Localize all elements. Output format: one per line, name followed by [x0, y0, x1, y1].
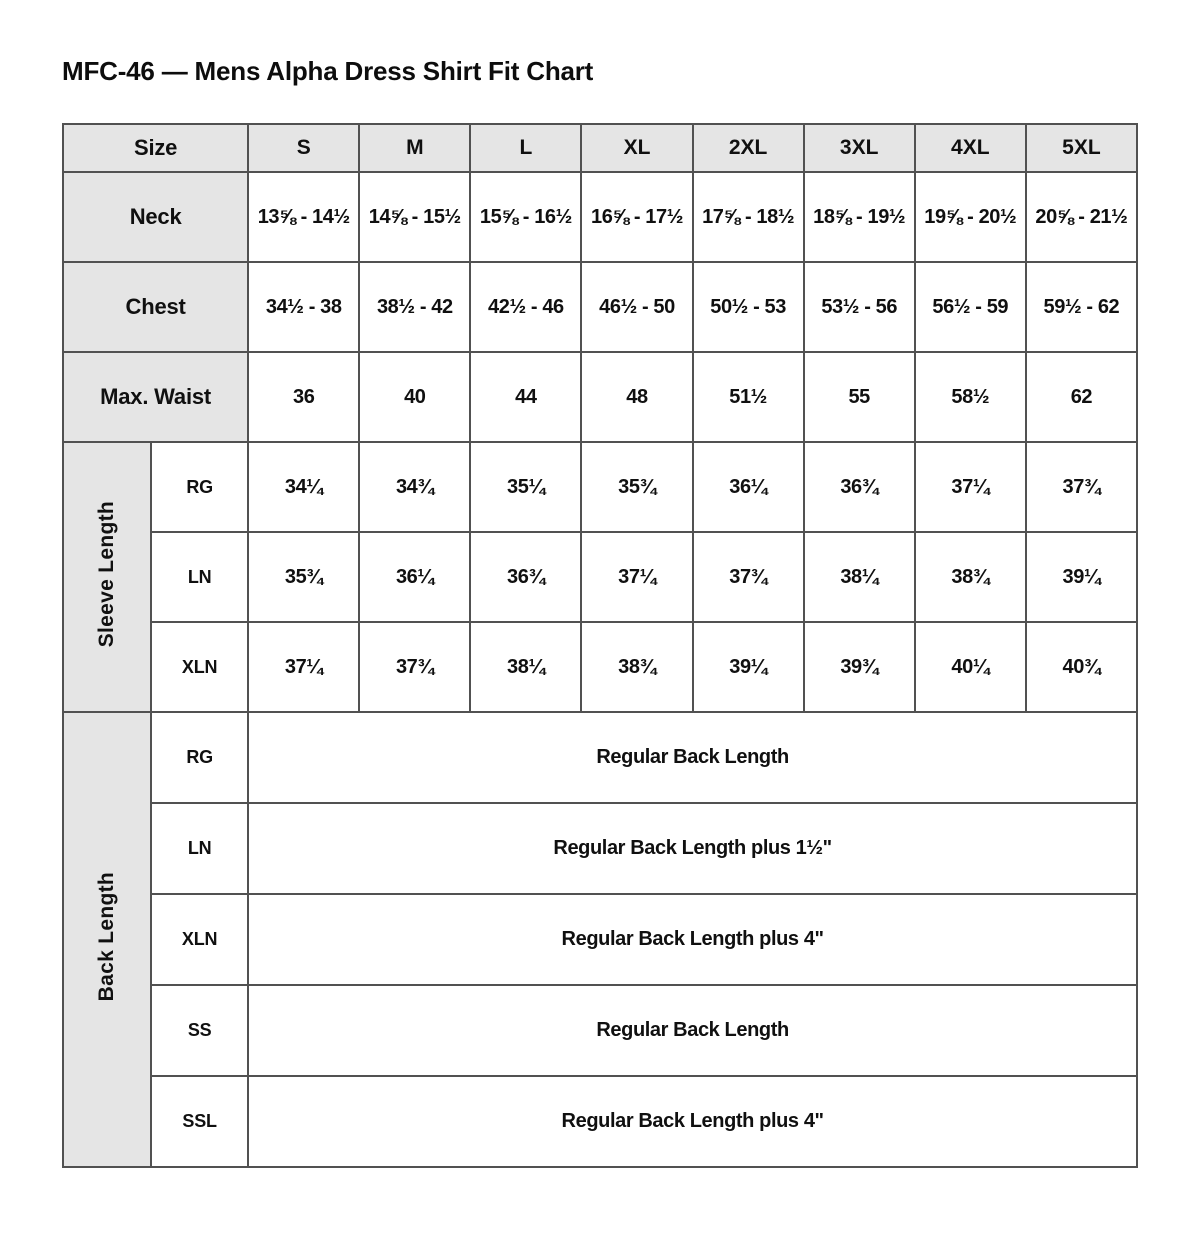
- sleeve-length-group-label: Sleeve Length: [95, 501, 119, 648]
- back-row-label-rg: RG: [151, 712, 248, 803]
- back-length-group-label: Back Length: [95, 872, 119, 1002]
- sleeve-rg-cell: 37¾: [1026, 442, 1137, 532]
- size-header-3xl: 3XL: [804, 124, 915, 172]
- row-label-chest: Chest: [63, 262, 248, 352]
- sleeve-ln-cell: 36¼: [359, 532, 470, 622]
- sleeve-rg-cell: 37¼: [915, 442, 1026, 532]
- sleeve-rg-cell: 36¾: [804, 442, 915, 532]
- back-rg-row: [63, 712, 1137, 803]
- back-row-label-ss: SS: [151, 985, 248, 1076]
- sleeve-rg-cell: 34¼: [248, 442, 359, 532]
- neck-cell: 19⅝ - 20½: [915, 172, 1026, 262]
- sleeve-xln-cell: 40¾: [1026, 622, 1137, 712]
- neck-cell: 20⅝ - 21½: [1026, 172, 1137, 262]
- size-header-l: L: [470, 124, 581, 172]
- sleeve-rg-row: [63, 442, 1137, 532]
- neck-cell: 13⅝ - 14½: [248, 172, 359, 262]
- sleeve-xln-cell: 38¾: [581, 622, 692, 712]
- chest-cell: 46½ - 50: [581, 262, 692, 352]
- back-ssl-value: Regular Back Length plus 4": [248, 1076, 1137, 1167]
- max-waist-cell: 62: [1026, 352, 1137, 442]
- sleeve-row-label-xln: XLN: [151, 622, 248, 712]
- back-ss-row: [63, 985, 1137, 1076]
- size-header-2xl: 2XL: [693, 124, 804, 172]
- sleeve-rg-cell: 35¼: [470, 442, 581, 532]
- row-label-neck: Neck: [63, 172, 248, 262]
- size-header-xl: XL: [581, 124, 692, 172]
- chest-cell: 38½ - 42: [359, 262, 470, 352]
- sleeve-ln-cell: 38¾: [915, 532, 1026, 622]
- back-ssl-row: [63, 1076, 1137, 1167]
- fit-chart-table: [62, 123, 1138, 1168]
- sleeve-row-label-ln: LN: [151, 532, 248, 622]
- size-header-cell: Size: [63, 124, 248, 172]
- neck-cell: 14⅝ - 15½: [359, 172, 470, 262]
- sleeve-row-label-rg: RG: [151, 442, 248, 532]
- max-waist-cell: 44: [470, 352, 581, 442]
- size-header-5xl: 5XL: [1026, 124, 1137, 172]
- max-waist-row: [63, 352, 1137, 442]
- size-header-m: M: [359, 124, 470, 172]
- sleeve-ln-row: [63, 532, 1137, 622]
- chest-cell: 59½ - 62: [1026, 262, 1137, 352]
- max-waist-cell: 51½: [693, 352, 804, 442]
- back-ln-value: Regular Back Length plus 1½": [248, 803, 1137, 894]
- sleeve-rg-cell: 34¾: [359, 442, 470, 532]
- max-waist-cell: 55: [804, 352, 915, 442]
- neck-cell: 16⅝ - 17½: [581, 172, 692, 262]
- sleeve-rg-cell: 36¼: [693, 442, 804, 532]
- back-ss-value: Regular Back Length: [248, 985, 1137, 1076]
- back-row-label-ln: LN: [151, 803, 248, 894]
- sleeve-length-group-cell: [63, 442, 151, 712]
- chest-row: [63, 262, 1137, 352]
- sleeve-ln-cell: 38¼: [804, 532, 915, 622]
- neck-row: [63, 172, 1137, 262]
- back-rg-value: Regular Back Length: [248, 712, 1137, 803]
- sleeve-xln-cell: 37¼: [248, 622, 359, 712]
- back-length-group-cell: [63, 712, 151, 1167]
- sleeve-xln-row: [63, 622, 1137, 712]
- chest-cell: 56½ - 59: [915, 262, 1026, 352]
- sleeve-xln-cell: 40¼: [915, 622, 1026, 712]
- back-ln-row: [63, 803, 1137, 894]
- sleeve-xln-cell: 38¼: [470, 622, 581, 712]
- back-row-label-ssl: SSL: [151, 1076, 248, 1167]
- back-xln-value: Regular Back Length plus 4": [248, 894, 1137, 985]
- chest-cell: 50½ - 53: [693, 262, 804, 352]
- page-title: MFC-46 — Mens Alpha Dress Shirt Fit Chart: [62, 56, 594, 86]
- max-waist-cell: 40: [359, 352, 470, 442]
- max-waist-cell: 58½: [915, 352, 1026, 442]
- sleeve-ln-cell: 35¾: [248, 532, 359, 622]
- chest-cell: 34½ - 38: [248, 262, 359, 352]
- neck-cell: 17⅝ - 18½: [693, 172, 804, 262]
- back-row-label-xln: XLN: [151, 894, 248, 985]
- chest-cell: 42½ - 46: [470, 262, 581, 352]
- max-waist-cell: 36: [248, 352, 359, 442]
- sleeve-ln-cell: 36¾: [470, 532, 581, 622]
- back-xln-row: [63, 894, 1137, 985]
- sleeve-xln-cell: 37¾: [359, 622, 470, 712]
- sleeve-xln-cell: 39¼: [693, 622, 804, 712]
- header-row: [63, 124, 1137, 172]
- size-header-s: S: [248, 124, 359, 172]
- sleeve-ln-cell: 37¼: [581, 532, 692, 622]
- chest-cell: 53½ - 56: [804, 262, 915, 352]
- sleeve-rg-cell: 35¾: [581, 442, 692, 532]
- neck-cell: 15⅝ - 16½: [470, 172, 581, 262]
- sleeve-xln-cell: 39¾: [804, 622, 915, 712]
- row-label-max-waist: Max. Waist: [63, 352, 248, 442]
- size-header-4xl: 4XL: [915, 124, 1026, 172]
- max-waist-cell: 48: [581, 352, 692, 442]
- neck-cell: 18⅝ - 19½: [804, 172, 915, 262]
- sleeve-ln-cell: 39¼: [1026, 532, 1137, 622]
- sleeve-ln-cell: 37¾: [693, 532, 804, 622]
